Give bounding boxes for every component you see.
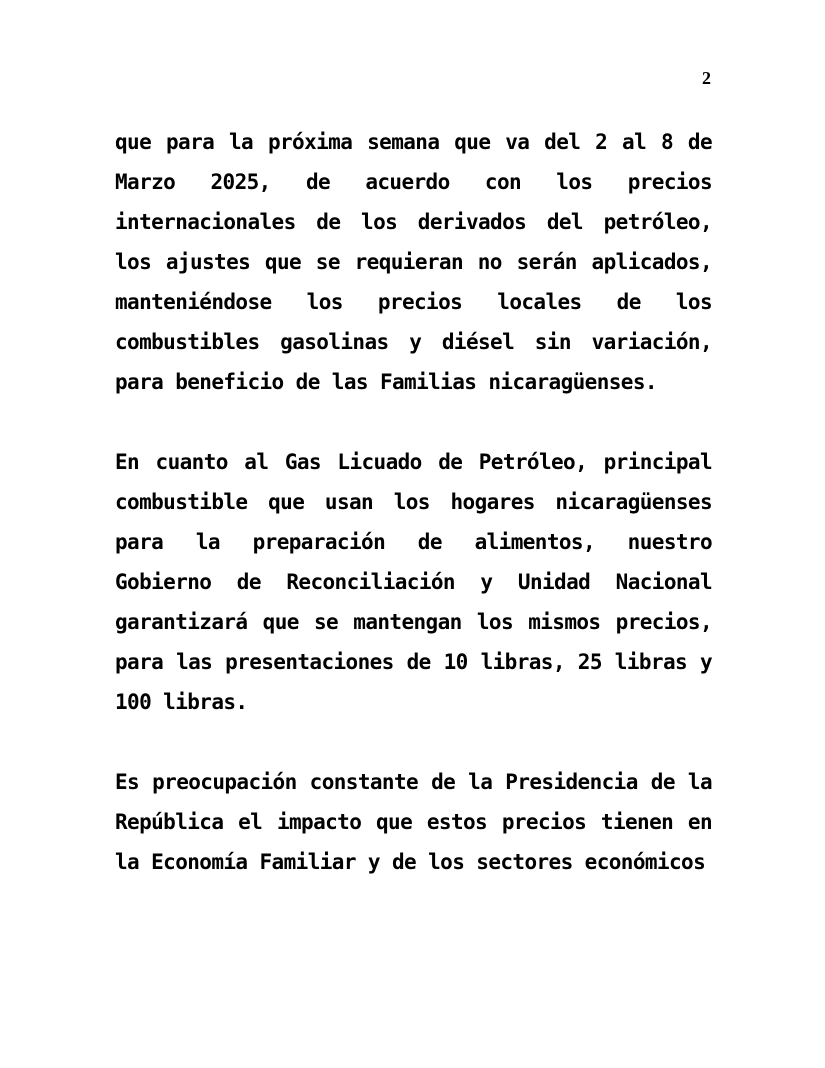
paragraph-presidency-concern: Es preocupación constante de la Presidencia de la República el impacto que estos precios tienen en la Economía Familiar y de los sectores económicos [115, 770, 712, 874]
paragraph-lpg-prices: En cuanto al Gas Licuado de Petróleo, principal combustible que usan los hogares nicaragüenses para la preparación de alimentos, nuestro Gobierno de Reconciliación y Unidad Nacional garantizará que se mantengan los mismos precios, para las presentaciones de 10 libras, 25 libras y 100 libras. [115, 450, 712, 714]
document-body [115, 122, 712, 882]
page-number: 2 [702, 68, 711, 88]
paragraph-fuel-prices: que para la próxima semana que va del 2 al 8 de Marzo 2025, de acuerdo con los precios internacionales de los derivados del petróleo, los ajustes que se requieran no serán aplicados, manteniéndose los precios locales de los combustibles gasolinas y diésel sin variación, para beneficio de las Familias nicaragüenses. [115, 130, 712, 394]
